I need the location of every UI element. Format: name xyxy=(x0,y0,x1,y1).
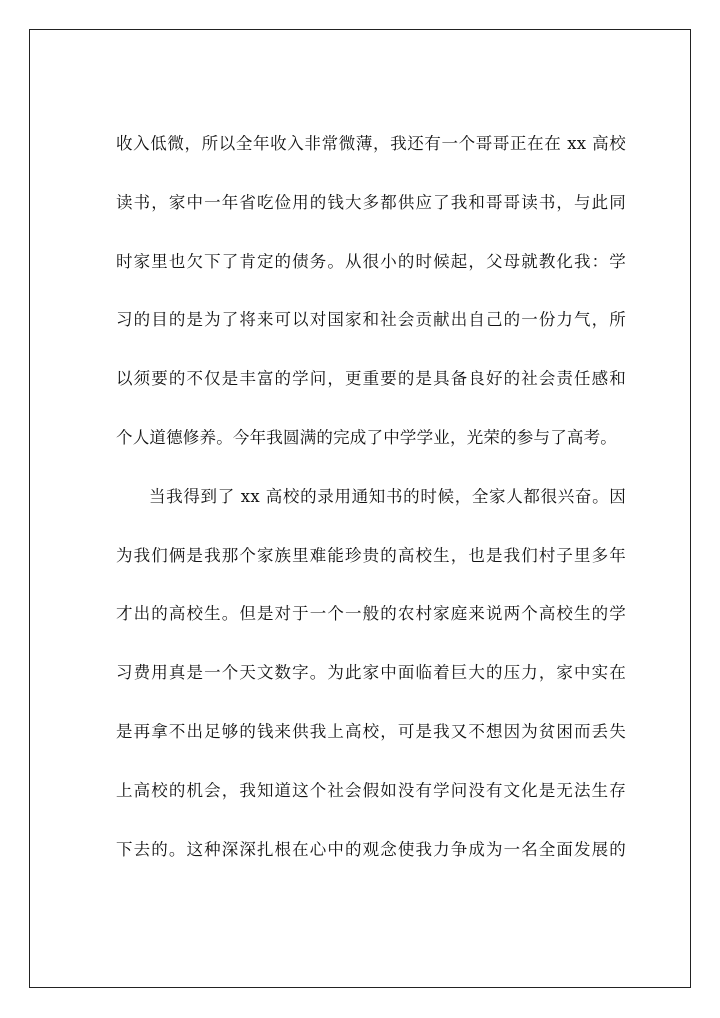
text-line: 读书，家中一年省吃俭用的钱大多都供应了我和哥哥读书，与此同 xyxy=(116,192,626,212)
document-body xyxy=(116,127,626,891)
text-line: 下去的。这种深深扎根在心中的观念使我力争成为一名全面发展的 xyxy=(116,839,626,859)
text-line: 以须要的不仅是丰富的学问，更重要的是具备良好的社会责任感和 xyxy=(116,369,626,389)
text-line: 个人道德修养。今年我圆满的完成了中学学业，光荣的参与了高考。 xyxy=(116,427,617,447)
text-line: 习费用真是一个天文数字。为此家中面临着巨大的压力，家中实在 xyxy=(116,663,626,683)
text-line: 当我得到了 xx 高校的录用通知书的时候，全家人都很兴奋。因 xyxy=(149,486,626,506)
text-line: 上高校的机会，我知道这个社会假如没有学问没有文化是无法生存 xyxy=(116,780,626,800)
text-line: 习的目的是为了将来可以对国家和社会贡献出自己的一份力气，所 xyxy=(116,310,626,330)
text-line: 才出的高校生。但是对于一个一般的农村家庭来说两个高校生的学 xyxy=(116,604,626,624)
text-line: 收入低微，所以全年收入非常微薄，我还有一个哥哥正在在 xx 高校 xyxy=(116,134,626,153)
text-line: 时家里也欠下了肯定的债务。从很小的时候起，父母就教化我：学 xyxy=(116,251,626,271)
text-line: 为我们俩是我那个家族里难能珍贵的高校生，也是我们村子里多年 xyxy=(116,545,626,565)
text-line: 是再拿不出足够的钱来供我上高校，可是我又不想因为贫困而丢失 xyxy=(116,721,626,741)
